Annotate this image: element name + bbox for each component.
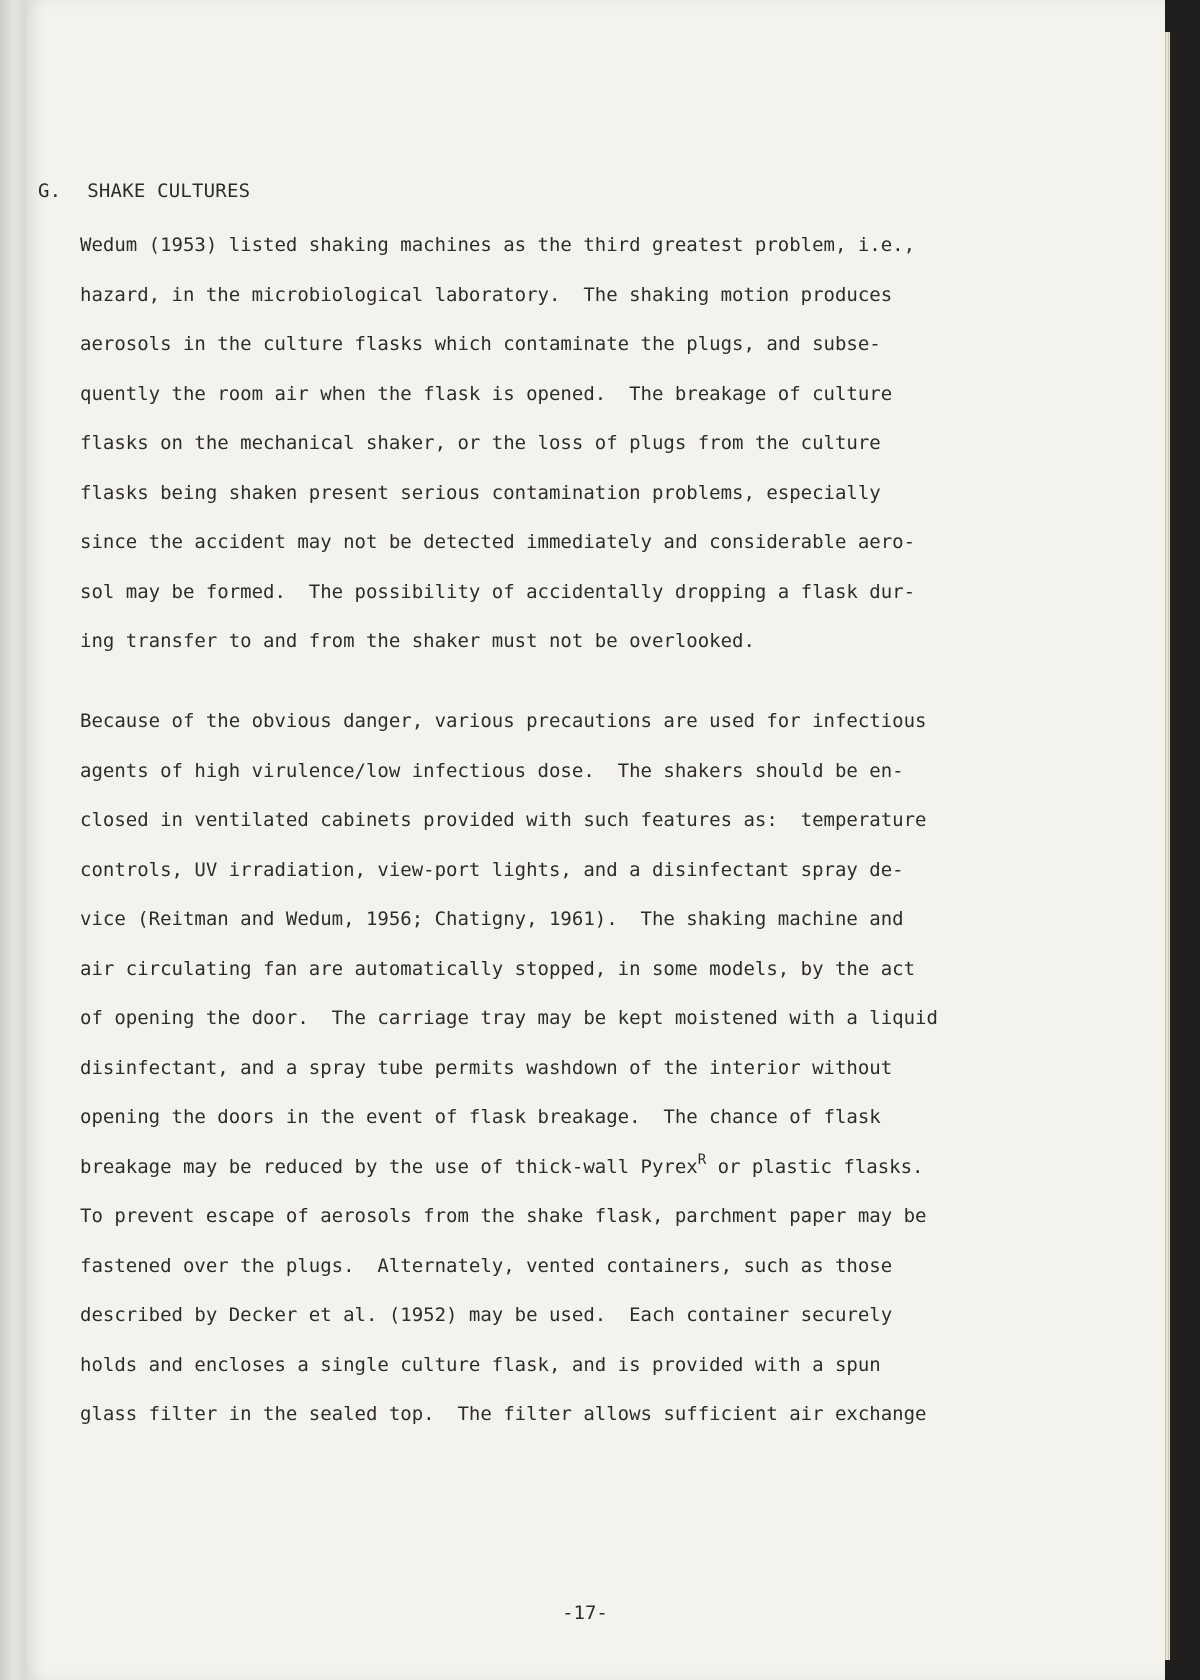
text-line: flasks being shaken present serious contamination problems, especially [80,481,881,504]
text-line: fastened over the plugs. Alternately, vented containers, such as those [80,1254,893,1277]
section-letter: G. [38,180,62,202]
section-title: SHAKE CULTURES [87,180,251,202]
text-line: flasks on the mechanical shaker, or the loss of plugs from the culture [80,432,881,454]
text-line: of opening the door. The carriage tray may be kept moistened with a liquid [80,1007,938,1029]
paragraph-2 [80,697,1010,1440]
text-line: Because of the obvious danger, various precautions are used for infectious [80,710,927,732]
section-heading [38,180,250,202]
text-line: air circulating fan are automatically stopped, in some models, by the act [80,957,916,980]
text-line: since the accident may not be detected immediately and considerable aero- [80,531,916,553]
text-line: holds and encloses a single culture flask, and is provided with a spun [80,1353,881,1376]
registered-superscript: R [697,1151,707,1168]
text-line: controls, UV irradiation, view-port lights, and a disinfectant spray de- [80,858,904,881]
text-line: Wedum (1953) listed shaking machines as the third greatest problem, i.e., [80,234,916,256]
pyrex-line-tail: or plastic flasks. [706,1155,924,1178]
pyrex-line-text: breakage may be reduced by the use of thick-wall Pyrex [80,1155,698,1178]
text-line: agents of high virulence/low infectious dose. The shakers should be en- [80,759,904,782]
text-line: ing transfer to and from the shaker must not be overlooked. [80,630,755,652]
text-line-pyrex [80,1143,1010,1193]
text-line: To prevent escape of aerosols from the shake flask, parchment paper may be [80,1205,927,1227]
text-line: quently the room air when the flask is opened. The breakage of culture [80,382,893,405]
text-line: hazard, in the microbiological laboratory. The shaking motion produces [80,283,893,306]
page-number: -17- [562,1602,608,1624]
text-line: glass filter in the sealed top. The filter allows sufficient air exchange [80,1403,927,1425]
text-line: vice (Reitman and Wedum, 1956; Chatigny, 1961). The shaking machine and [80,908,904,930]
text-line: sol may be formed. The possibility of accidentally dropping a flask dur- [80,580,916,603]
text-line: aerosols in the culture flasks which contaminate the plugs, and subse- [80,333,881,355]
text-line: described by Decker et al. (1952) may be used. Each container securely [80,1304,893,1326]
text-line: disinfectant, and a spray tube permits washdown of the interior without [80,1056,893,1079]
text-line: closed in ventilated cabinets provided with such features as: temperature [80,809,927,831]
paragraph-1 [80,221,1010,667]
text-line: opening the doors in the event of flask breakage. The chance of flask [80,1106,881,1128]
